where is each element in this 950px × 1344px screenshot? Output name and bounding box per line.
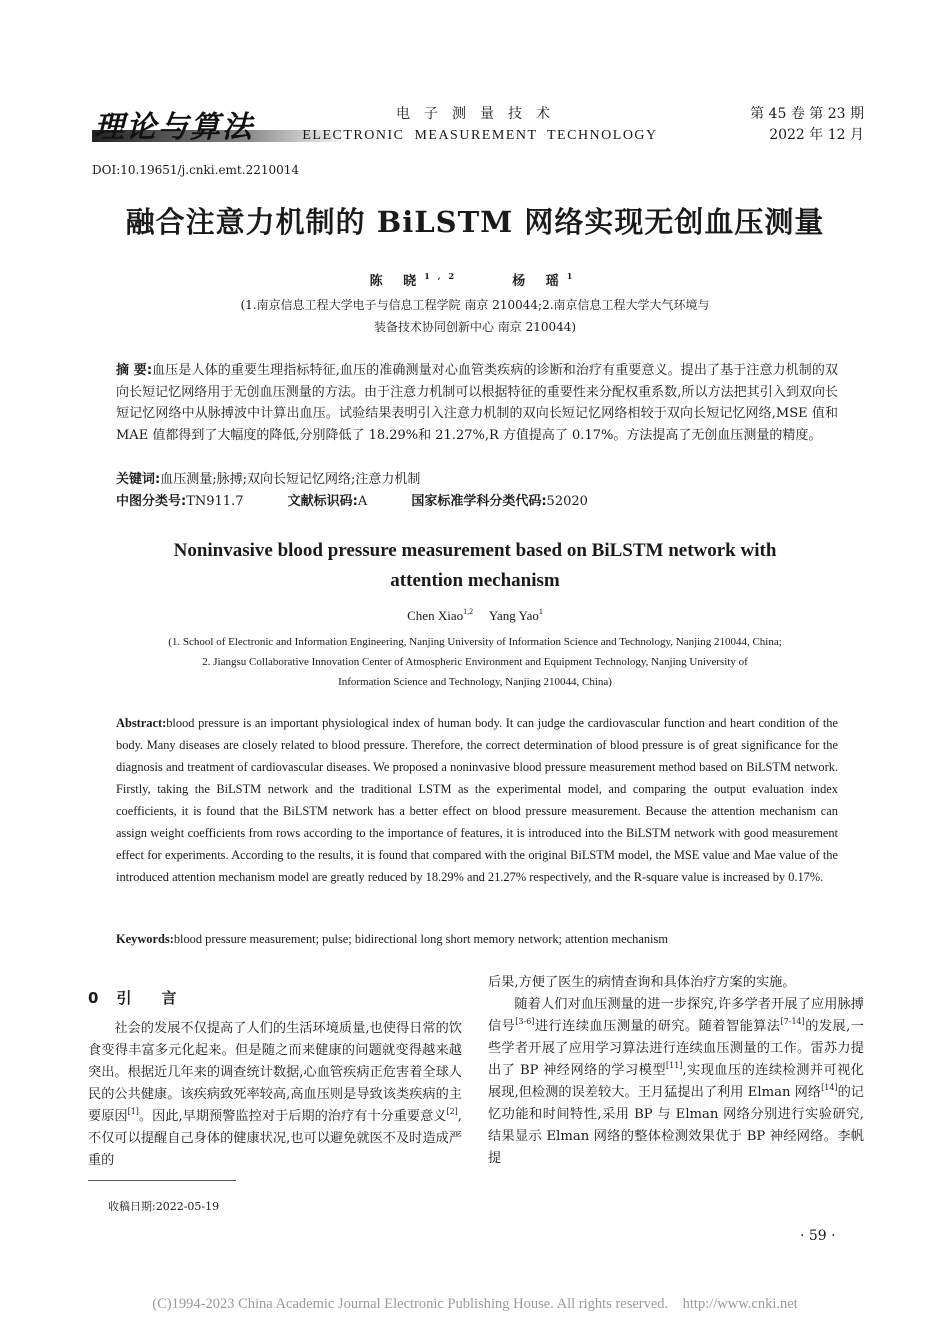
- paper-title-en: [90, 536, 860, 596]
- affiliation-en-line: (1. School of Electronic and Information Engineering, Nanjing University of Information Science and Technology, Nanjing 210044, China;: [168, 636, 782, 648]
- author-2-en-aff: 1: [538, 607, 543, 616]
- body-text: 随着人们对血压测量的进一步探究,许多学者开展了应用脉搏信号: [488, 997, 864, 1034]
- affiliation-en-line: Information Science and Technology, Nanjing 210044, China): [338, 676, 612, 688]
- citation-ref[interactable]: [7-14]: [780, 1017, 805, 1026]
- keywords-en: [116, 932, 838, 947]
- volume-issue: 第 45 卷 第 23 期: [750, 106, 864, 122]
- body-right-column: [488, 972, 864, 1170]
- doc-code-value: A: [357, 494, 368, 509]
- affiliation-en-line: 2. Jiangsu Collaborative Innovation Center of Atmospheric Environment and Equipment Technology, Nanjing University of: [202, 656, 748, 668]
- clc-value: TN911.7: [186, 494, 244, 509]
- doc-code-label: 文献标识码:: [287, 494, 358, 509]
- received-date: 收稿日期:2022-05-19: [108, 1200, 220, 1213]
- section-logo: [92, 100, 262, 146]
- abstract-cn-text: 血压是人体的重要生理指标特征,血压的准确测量对心血管类疾病的诊断和治疗有重要意义。提出了基于注意力机制的双向长短记忆网络用于无创血压测量的方法。由于注意力机制可以根据特征的重要性来分配权重系数,所以方法把其引入到双向长短记忆网络中从脉搏波中计算出血压。试验结果表明引入注意力机制的双向长短记忆网络相较于双向长短记忆网络,MSE 值和 MAE 值都得到了大幅度的降低,分别降低了 18.29%和 21.27%,R 方值提高了 0.17%。方法提高了无创血压测量的精度。: [116, 363, 838, 443]
- author-1-cn: 陈 晓: [369, 274, 425, 289]
- body-paragraph: 后果,方便了医生的病情查询和具体治疗方案的实施。: [488, 975, 796, 990]
- paper-title-en-line: Noninvasive blood pressure measurement based on BiLSTM network with: [173, 540, 777, 561]
- keywords-en-label: Keywords:: [116, 932, 174, 946]
- keywords-cn: [116, 468, 838, 487]
- section-heading: [88, 987, 206, 1008]
- section-title: 引言: [116, 989, 207, 1007]
- body-text: ,实现血压的连续检测并可视化展现,但检测的误差较大。王月猛提出了利用 Elman 网络: [488, 1063, 864, 1100]
- body-text: 社会的发展不仅提高了人们的生活环境质量,也使得日常的饮食变得丰富多元化起来。但是随之而来健康的问题就变得越来越突出。根据近几年来的调查统计数据,心血管疾病正危害着全球人民的公共健康。该疾病致死率较高,高血压则是导致该类疾病的主要原因: [88, 1021, 462, 1124]
- body-text: 进行连续血压测量的研究。随着智能算法: [534, 1019, 781, 1034]
- subject-code-label: 国家标准学科分类代码:: [411, 494, 547, 509]
- abstract-en: [116, 712, 838, 888]
- authors-en: [300, 608, 650, 624]
- paper-title-en-line: attention mechanism: [390, 570, 560, 591]
- classification-codes: [116, 490, 838, 509]
- section-number: 0: [88, 989, 99, 1007]
- affiliation-cn-line: (1.南京信息工程大学电子与信息工程学院 南京 210044;2.南京信息工程大学大气环境与: [240, 298, 710, 312]
- abstract-cn-label: 摘 要:: [116, 363, 153, 378]
- journal-name-en: ELECTRONIC MEASUREMENT TECHNOLOGY: [302, 128, 658, 143]
- subject-code-value: 52020: [546, 494, 588, 509]
- abstract-en-text: blood pressure is an important physiological index of human body. It can judge the cardiovascular function and heart condition of the body. Many diseases are closely related to blood pressure. Therefore, the correct determination of blood pressure is of great significance for the diagnosis and treatment of cardiovascular diseases. We proposed a noninvasive blood pressure measurement method based on BiLSTM network. Firstly, taking the BiLSTM network and the traditional LSTM as the experimental model, and comparing the output evaluation index coefficients, it is found that the BiLSTM network has a better effect on blood pressure measurement. Because the attention mechanism can assign weight coefficients from rows according to the importance of features, it is introduced into the BiLSTM network with good measurement effect for experiments. According to the results, it is found that compared with the original BiLSTM model, the MSE value and Mae value of the introduced attention mechanism model are greatly reduced by 18.29% and 21.27% respectively, and the R-square value is increased by 0.17%.: [116, 716, 838, 884]
- citation-ref[interactable]: [2]: [446, 1107, 458, 1116]
- body-left-column: [88, 1018, 462, 1172]
- affiliation-cn-line: 装备技术协同创新中心 南京 210044): [373, 320, 577, 334]
- journal-name-cn: 电子测量技术: [396, 106, 564, 122]
- authors-cn: [300, 270, 650, 289]
- section-logo-text: 理论与算法: [94, 110, 254, 145]
- keywords-cn-label: 关键词:: [116, 472, 161, 487]
- clc-label: 中图分类号:: [116, 494, 187, 509]
- body-text: ,不仅可以提醒自己身体的健康状况,也可以避免就医不及时造成严重的: [88, 1109, 462, 1168]
- body-text: 。因此,早期预警监控对于后期的治疗有十分重要意义: [138, 1109, 447, 1124]
- abstract-cn: [116, 360, 838, 446]
- author-1-cn-aff: 1,2: [424, 271, 463, 281]
- issue-date: 2022 年 12 月: [769, 127, 864, 143]
- body-text: 的发展,一些学者开展了应用学习算法进行连续血压测量的工作。雷苏力提出了 BP 神经网络的学习模型: [488, 1019, 864, 1078]
- author-1-en: Chen Xiao: [407, 608, 464, 623]
- copyright-watermark: (C)1994-2023 China Academic Journal Electronic Publishing House. All rights reserved. http://www.cnki.net: [152, 1296, 798, 1312]
- author-2-en: Yang Yao: [488, 608, 539, 623]
- paper-title-cn: 融合注意力机制的 BiLSTM 网络实现无创血压测量: [125, 205, 825, 239]
- issue-info: [750, 104, 864, 146]
- affiliation-cn: [140, 294, 810, 338]
- keywords-cn-text: 血压测量;脉搏;双向长短记忆网络;注意力机制: [160, 472, 421, 487]
- author-2-cn: 杨 瑶: [512, 274, 567, 289]
- citation-ref[interactable]: [14]: [821, 1083, 838, 1092]
- doi[interactable]: DOI:10.19651/j.cnki.emt.2210014: [92, 163, 300, 177]
- footnote-divider: [88, 1180, 236, 1181]
- body-text: 的记忆功能和时间特性,采用 BP 与 Elman 网络分别进行实验研究,结果显示 Elman 网络的整体检测效果优于 BP 神经网络。李帆提: [488, 1085, 864, 1166]
- keywords-en-text: blood pressure measurement; pulse; bidirectional long short memory network; attention mechanism: [173, 932, 668, 946]
- page-number: · 59 ·: [800, 1228, 836, 1244]
- affiliation-en: [100, 632, 850, 692]
- body-paragraph: [488, 994, 864, 1170]
- abstract-en-label: Abstract:: [116, 716, 167, 730]
- citation-ref[interactable]: [11]: [665, 1061, 683, 1070]
- citation-ref[interactable]: [1]: [127, 1107, 139, 1116]
- author-1-en-aff: 1,2: [463, 607, 474, 616]
- citation-ref[interactable]: [3-6]: [515, 1017, 535, 1026]
- author-2-cn-aff: 1: [566, 271, 581, 281]
- journal-name: [280, 104, 680, 146]
